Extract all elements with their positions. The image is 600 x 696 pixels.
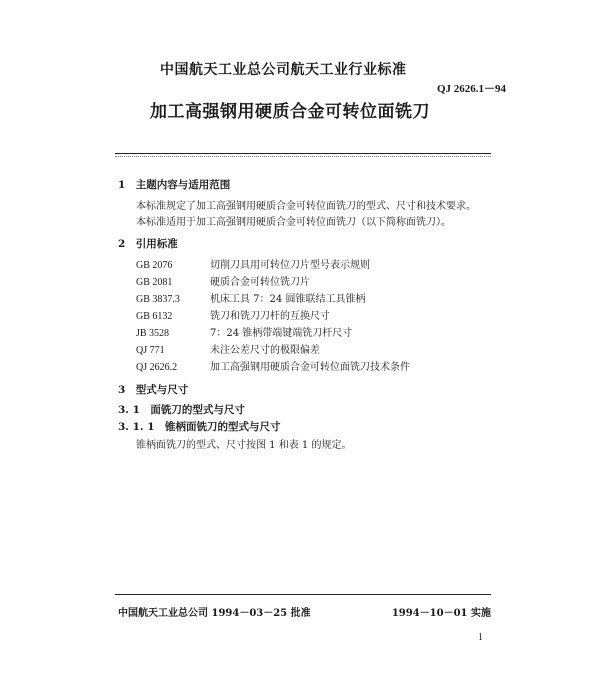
reference-code: QJ 2626.2 xyxy=(136,362,178,373)
section-1-paragraph-1: 本标准规定了加工高强钢用硬质合金可转位面铣刀的型式、尺寸和技术要求。 xyxy=(136,201,476,212)
section-3-1-heading: 3. 1 面铣刀的型式与尺寸 xyxy=(118,404,245,416)
section-3-1-1-heading: 3. 1. 1 锥柄面铣刀的型式与尺寸 xyxy=(118,421,281,433)
section-3-paragraph: 锥柄面铣刀的型式、尺寸按图 1 和表 1 的规定。 xyxy=(136,440,352,451)
reference-item xyxy=(136,307,330,322)
reference-item xyxy=(136,358,410,373)
reference-code: GB 3837.3 xyxy=(136,294,180,305)
reference-code: GB 2081 xyxy=(136,277,173,288)
issuing-organization: 中国航天工业总公司航天工业行业标准 xyxy=(160,62,407,78)
page-number: 1 xyxy=(478,632,483,643)
effective-date: 1994－10－01 实施 xyxy=(391,608,491,619)
reference-item xyxy=(136,324,352,339)
approval-date: 中国航天工业总公司 1994－03－25 批准 xyxy=(118,608,311,619)
reference-code: GB 6132 xyxy=(136,311,173,322)
reference-item xyxy=(136,290,365,305)
document-title: 加工高强钢用硬质合金可转位面铣刀 xyxy=(150,102,430,122)
reference-code: JB 3528 xyxy=(136,328,170,339)
section-3-heading: 3 型式与尺寸 xyxy=(118,384,189,396)
standard-code: QJ 2626.1－94 xyxy=(436,83,506,95)
section-1-heading: 1 主题内容与适用范围 xyxy=(118,179,231,191)
section-1-paragraph-2: 本标准适用于加工高强钢用硬质合金可转位面铣刀（以下简称面铣刀）。 xyxy=(136,217,451,228)
reference-code: QJ 771 xyxy=(136,345,165,356)
reference-item xyxy=(136,256,370,271)
reference-title: 硬质合金可转位铣刀片 xyxy=(210,277,310,288)
reference-title: 铣刀和铣刀刀杆的互换尺寸 xyxy=(210,311,330,322)
reference-item xyxy=(136,341,320,356)
section-2-heading: 2 引用标准 xyxy=(118,238,178,250)
reference-code: GB 2076 xyxy=(136,260,173,271)
footer-rule xyxy=(115,594,491,595)
header-rule-dotted xyxy=(115,156,491,157)
reference-item xyxy=(136,273,310,288)
header-rule xyxy=(115,153,491,154)
reference-title: 未注公差尺寸的极限偏差 xyxy=(210,345,320,356)
reference-title: 机床工具 7：24 圆锥联结工具锥柄 xyxy=(210,294,366,305)
reference-title: 切削刀具用可转位刀片型号表示规则 xyxy=(210,260,370,271)
reference-title: 加工高强钢用硬质合金可转位面铣刀技术条件 xyxy=(210,362,410,373)
reference-title: 7：24 锥柄带端键端铣刀杆尺寸 xyxy=(210,328,353,339)
